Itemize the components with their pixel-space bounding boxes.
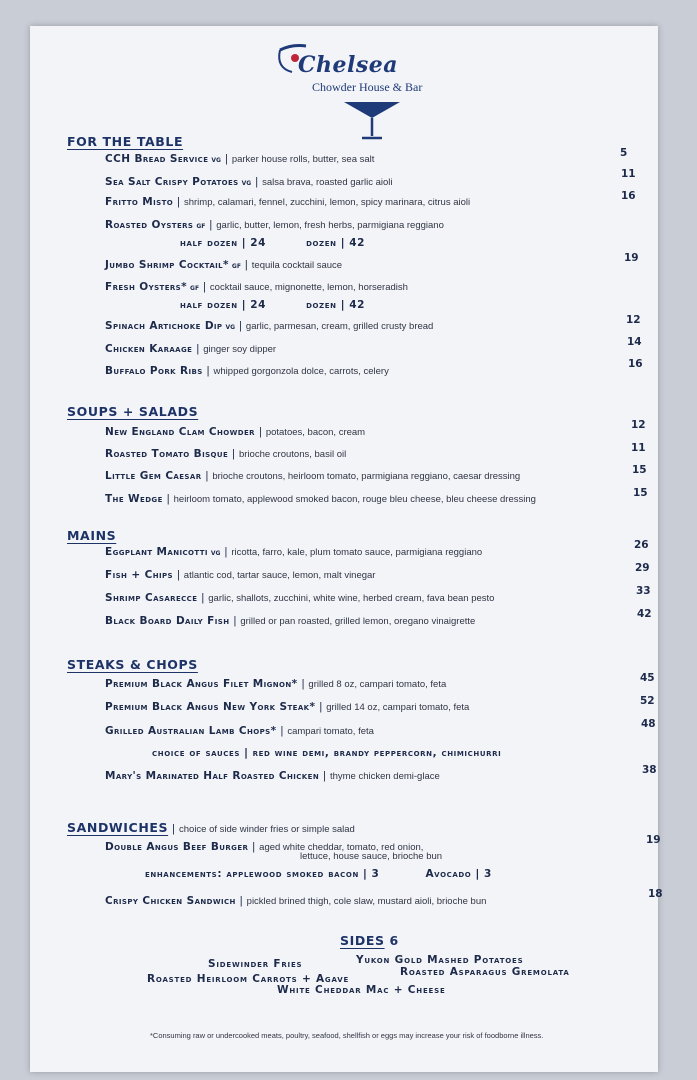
sides-title: SIDES xyxy=(340,933,385,948)
menu-item: Spinach Artichoke Dip vg | garlic, parmesan, cream, grilled crusty bread xyxy=(105,320,434,332)
menu-item: Roasted Oysters gf | garlic, butter, lemon, fresh herbs, parmigiana reggiano xyxy=(105,219,444,231)
menu-item: Buffalo Pork Ribs | whipped gorgonzola dolce, carrots, celery xyxy=(105,365,389,377)
menu-item: Crispy Chicken Sandwich | pickled brined thigh, cole slaw, mustard aioli, brioche bun xyxy=(105,895,487,907)
logo-name: Chelsea xyxy=(298,52,398,78)
enhancements: enhancements: applewood smoked bacon | 3 Avocado | 3 xyxy=(145,867,492,880)
menu-item: Premium Black Angus New York Steak* | grilled 14 oz, campari tomato, feta xyxy=(105,701,470,713)
menu-item: Roasted Tomato Bisque | brioche croutons, basil oil xyxy=(105,448,347,460)
logo-subtitle: Chowder House & Bar xyxy=(312,80,423,94)
section-mains: MAINS xyxy=(67,528,117,543)
menu-item: Fish + Chips | atlantic cod, tartar sauce, lemon, malt vinegar xyxy=(105,569,376,581)
menu-item-desc-cont: lettuce, house sauce, brioche bun xyxy=(300,851,443,862)
item-price: 16 xyxy=(628,358,643,370)
sides-price: 6 xyxy=(389,933,399,948)
item-price: 29 xyxy=(635,562,650,574)
item-price: 15 xyxy=(633,487,648,499)
menu-item: Shrimp Casarecce | garlic, shallots, zucchini, white wine, herbed cream, fava bean pesto xyxy=(105,592,495,604)
menu-item: Fresh Oysters* gf | cocktail sauce, mignonette, lemon, horseradish xyxy=(105,281,408,293)
menu-item: Premium Black Angus Filet Mignon* | grilled 8 oz, campari tomato, feta xyxy=(105,678,447,690)
section-for-the-table: FOR THE TABLE xyxy=(67,134,184,149)
menu-item: Double Angus Beef Burger | aged white cheddar, tomato, red onion, xyxy=(105,841,424,853)
side-item: Sidewinder Fries xyxy=(208,958,303,970)
oyster-pricing: half dozen | 24 dozen | 42 xyxy=(180,298,366,311)
menu-item: The Wedge | heirloom tomato, applewood smoked bacon, rouge bleu cheese, bleu cheese dressing xyxy=(105,493,536,505)
section-soups-salads: SOUPS + SALADS xyxy=(67,404,199,419)
item-price: 15 xyxy=(632,464,647,476)
item-price: 11 xyxy=(621,168,636,180)
item-price: 45 xyxy=(640,672,655,684)
sandwiches-header: SANDWICHES | choice of side winder fries or simple salad xyxy=(67,820,355,835)
item-price: 52 xyxy=(640,695,655,707)
menu-item: Eggplant Manicotti vg | ricotta, farro, kale, plum tomato sauce, parmigiana reggiano xyxy=(105,546,483,558)
foodborne-illness-footnote: *Consuming raw or undercooked meats, poultry, seafood, shellfish or eggs may increase your risk of foodborne illness. xyxy=(150,1031,544,1040)
sandwiches-note: choice of side winder fries or simple salad xyxy=(179,824,355,835)
item-price: 26 xyxy=(634,539,649,551)
section-sandwiches: SANDWICHES xyxy=(67,820,169,835)
item-price: 48 xyxy=(641,718,656,730)
item-price: 5 xyxy=(620,147,628,159)
sauce-options: choice of sauces | red wine demi, brandy peppercorn, chimichurri xyxy=(152,746,502,759)
side-item: Roasted Heirloom Carrots + Agave xyxy=(147,973,350,985)
item-price: 16 xyxy=(621,190,636,202)
oyster-pricing: half dozen | 24 dozen | 42 xyxy=(180,236,366,249)
item-price: 18 xyxy=(648,888,663,900)
item-price: 11 xyxy=(631,442,646,454)
side-item: White Cheddar Mac + Cheese xyxy=(277,984,446,996)
menu-item: Sea Salt Crispy Potatoes vg | salsa brava, roasted garlic aioli xyxy=(105,176,393,188)
menu-item: Jumbo Shrimp Cocktail* gf | tequila cocktail sauce xyxy=(105,259,343,271)
item-price: 38 xyxy=(642,764,657,776)
menu-item: Mary's Marinated Half Roasted Chicken | thyme chicken demi-glace xyxy=(105,770,440,782)
menu-item: Chicken Karaage | ginger soy dipper xyxy=(105,343,277,355)
side-item: Roasted Asparagus Gremolata xyxy=(400,966,570,978)
menu-item: CCH Bread Service vg | parker house rolls, butter, sea salt xyxy=(105,153,375,165)
item-price: 14 xyxy=(627,336,642,348)
menu-item: Grilled Australian Lamb Chops* | campari tomato, feta xyxy=(105,725,374,737)
section-sides xyxy=(340,933,399,948)
menu-item: New England Clam Chowder | potatoes, bacon, cream xyxy=(105,426,366,438)
item-price: 12 xyxy=(626,314,641,326)
menu-item: Black Board Daily Fish | grilled or pan roasted, grilled lemon, oregano vinaigrette xyxy=(105,615,476,627)
side-item: Yukon Gold Mashed Potatoes xyxy=(356,954,524,966)
menu-item: Fritto Misto | shrimp, calamari, fennel, zucchini, lemon, spicy marinara, citrus aioli xyxy=(105,196,471,208)
item-price: 42 xyxy=(637,608,652,620)
section-steaks-chops: STEAKS & CHOPS xyxy=(67,657,198,672)
item-price: 19 xyxy=(624,252,639,264)
item-price: 33 xyxy=(636,585,651,597)
item-price: 19 xyxy=(646,834,661,846)
menu-item: Little Gem Caesar | brioche croutons, heirloom tomato, parmigiana reggiano, caesar dressing xyxy=(105,470,521,482)
item-price: 12 xyxy=(631,419,646,431)
